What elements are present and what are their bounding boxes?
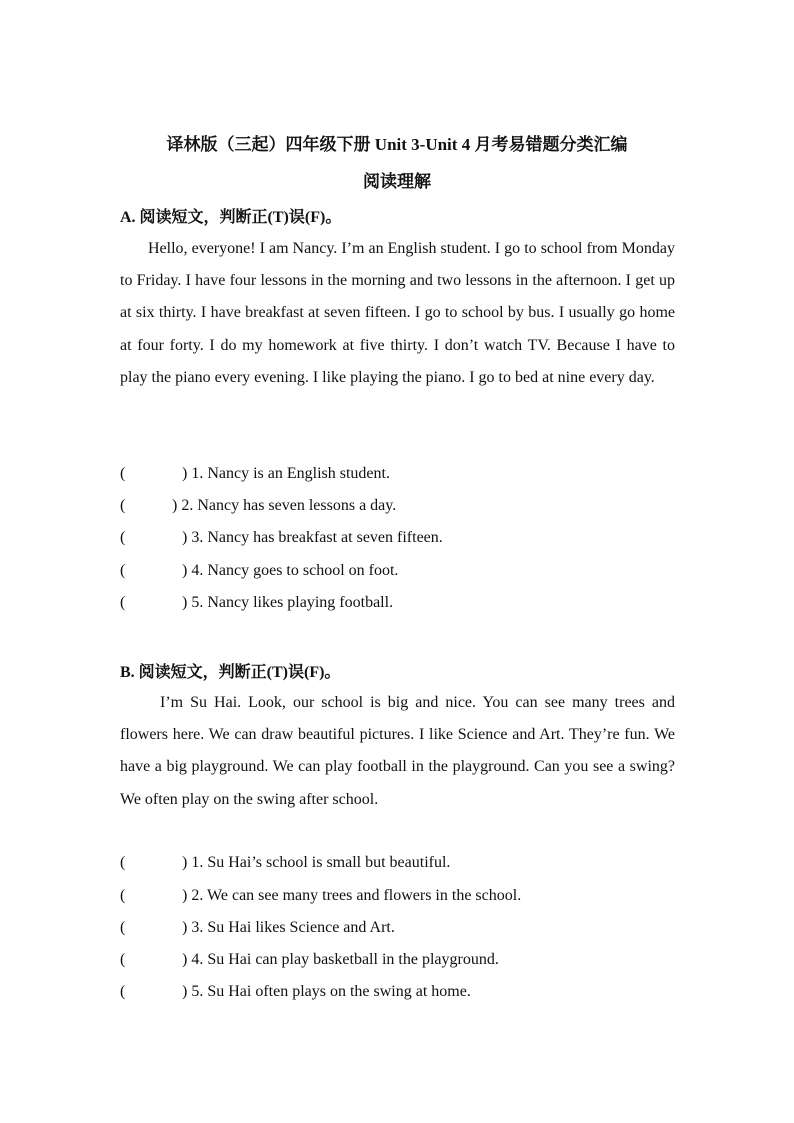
- answer-blank-close: ): [182, 983, 188, 1000]
- section-b-question-4: [120, 951, 499, 969]
- answer-blank-close: ): [182, 951, 188, 968]
- answer-blank-open: (: [120, 497, 126, 514]
- section-a-heading: A. 阅读短文，判断正(T)误(F)。: [120, 209, 342, 226]
- answer-blank-open: (: [120, 562, 126, 579]
- page-title: 译林版（三起）四年级下册 Unit 3-Unit 4 月考易错题分类汇编: [166, 135, 628, 154]
- section-b-question-3: [120, 919, 395, 937]
- question-text: 1. Su Hai’s school is small but beautiful.: [191, 854, 451, 871]
- answer-blank-close: ): [182, 919, 188, 936]
- answer-blank-close: ): [172, 497, 178, 514]
- answer-blank-close: ): [182, 854, 188, 871]
- section-b-question-5: [120, 983, 471, 1001]
- answer-blank-close: ): [182, 529, 188, 546]
- answer-blank-close: ): [182, 465, 188, 482]
- section-a-passage: Hello, everyone! I am Nancy. I’m an English student. I go to school from Monday to Friday. I have four lessons in the morning and two lessons in the afternoon. I get up at six thirty. I have breakfast at seven fifteen. I go to school by bus. I usually go home at four forty. I do my homework at five thirty. I don’t watch TV. Because I have to play the piano every evening. I like playing the piano. I go to bed at nine every day.: [120, 240, 675, 386]
- answer-blank-open: (: [120, 983, 126, 1000]
- question-text: 5. Su Hai often plays on the swing at home.: [191, 983, 471, 1000]
- page-subtitle: 阅读理解: [363, 172, 431, 191]
- section-b-question-2: [120, 887, 521, 905]
- section-b-heading: B. 阅读短文，判断正(T)误(F)。: [120, 664, 341, 681]
- answer-blank-open: (: [120, 465, 126, 482]
- answer-blank-close: ): [182, 887, 188, 904]
- question-text: 2. We can see many trees and flowers in the school.: [191, 887, 522, 904]
- answer-blank-open: (: [120, 887, 126, 904]
- question-text: 5. Nancy likes playing football.: [191, 594, 394, 611]
- section-b-passage: I’m Su Hai. Look, our school is big and nice. You can see many trees and flowers here. We can draw beautiful pictures. I like Science and Art. They’re fun. We have a big playground. We can play football in the playground. Can you see a swing? We often play on the swing after school.: [120, 694, 675, 808]
- question-text: 3. Su Hai likes Science and Art.: [191, 919, 395, 936]
- answer-blank-close: ): [182, 562, 188, 579]
- answer-blank-open: (: [120, 594, 126, 611]
- question-text: 3. Nancy has breakfast at seven fifteen.: [191, 529, 443, 546]
- answer-blank-open: (: [120, 919, 126, 936]
- answer-blank-close: ): [182, 594, 188, 611]
- question-text: 4. Su Hai can play basketball in the playground.: [191, 951, 499, 968]
- answer-blank-open: (: [120, 529, 126, 546]
- section-a-question-4: [120, 562, 398, 580]
- question-text: 2. Nancy has seven lessons a day.: [181, 497, 397, 514]
- section-a-question-5: [120, 594, 393, 612]
- question-text: 4. Nancy goes to school on foot.: [191, 562, 399, 579]
- question-text: 1. Nancy is an English student.: [191, 465, 390, 482]
- answer-blank-open: (: [120, 951, 126, 968]
- section-a-question-1: [120, 465, 390, 483]
- section-a-question-2: [120, 497, 396, 515]
- answer-blank-open: (: [120, 854, 126, 871]
- section-b-question-1: [120, 854, 450, 872]
- section-a-question-3: [120, 529, 443, 547]
